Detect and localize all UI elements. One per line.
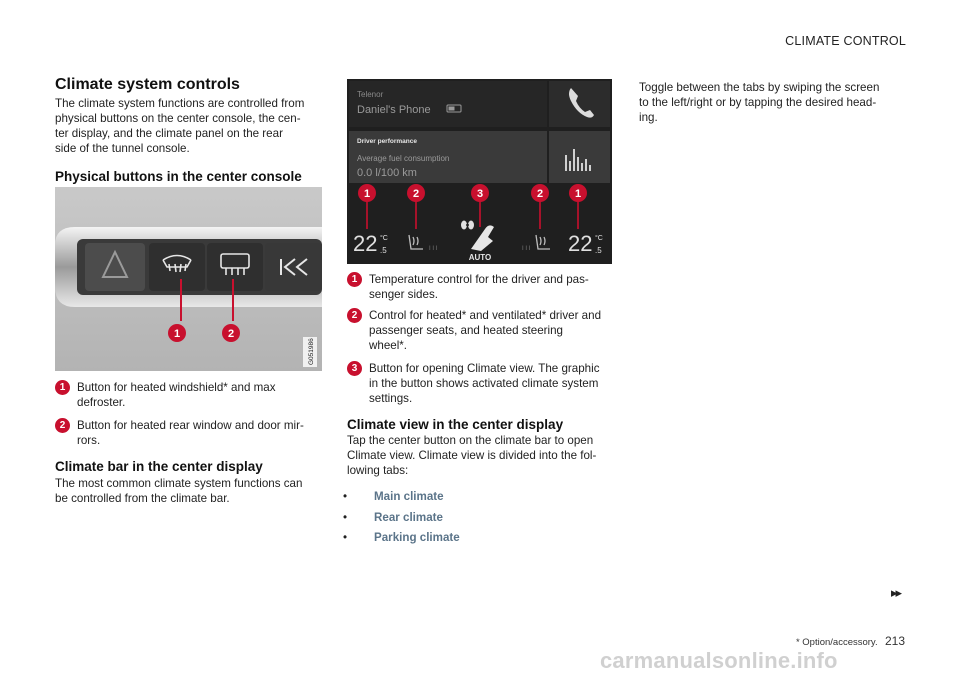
text-line: side of the tunnel console. bbox=[55, 142, 190, 155]
callout-number: 2 bbox=[536, 188, 544, 200]
callout-badge: 1 bbox=[55, 380, 70, 395]
temperature-unit: °C bbox=[380, 235, 388, 242]
fuel-value: 0.0 l/100 km bbox=[357, 167, 417, 179]
text-line: defroster. bbox=[77, 396, 126, 409]
text-line: physical buttons on the center console, the cen- bbox=[55, 112, 301, 125]
page-footer bbox=[796, 634, 905, 648]
tab-link-main-climate[interactable]: Main climate bbox=[374, 490, 444, 503]
callout-number: 1 bbox=[574, 188, 582, 200]
next-page-arrow-icon[interactable]: ▸▸ bbox=[890, 585, 900, 600]
footnote: * Option/accessory. bbox=[795, 637, 878, 648]
watermark: carmanualsonline.info bbox=[600, 648, 838, 673]
image-code: G051986 bbox=[308, 338, 315, 365]
tab-link-rear-climate[interactable]: Rear climate bbox=[374, 510, 443, 524]
text-line: The climate system functions are controlled from bbox=[55, 97, 305, 110]
right-column-paragraph bbox=[639, 80, 879, 125]
section-heading-climate-bar: Climate bar in the center display bbox=[55, 459, 263, 474]
list-item bbox=[339, 508, 460, 529]
callout-number: 1 bbox=[173, 328, 181, 340]
list-item bbox=[55, 380, 345, 410]
text-line: Temperature control for the driver and pas- bbox=[369, 273, 589, 286]
text-line: Climate view. Climate view is divided into the fol- bbox=[347, 449, 597, 462]
page-title: Climate system controls bbox=[55, 76, 240, 93]
text-line: senger sides. bbox=[369, 288, 438, 301]
callout-number: 1 bbox=[363, 188, 371, 200]
callout-number: 2 bbox=[227, 328, 235, 340]
section-heading-physical-buttons: Physical buttons in the center console bbox=[55, 169, 302, 184]
text-line: Toggle between the tabs by swiping the screen bbox=[639, 81, 880, 94]
callout-badge: 2 bbox=[55, 418, 70, 433]
level-indicator: I I I bbox=[522, 246, 531, 252]
center-display-image bbox=[347, 79, 612, 264]
text-line: Button for heated rear window and door mir- bbox=[77, 419, 304, 432]
temperature-unit: °C bbox=[595, 235, 603, 242]
climate-tabs-list bbox=[339, 487, 460, 549]
callout-badge: 2 bbox=[347, 308, 362, 323]
text-line: Tap the center button on the climate bar to open bbox=[347, 434, 594, 447]
list-item bbox=[347, 272, 637, 302]
list-item bbox=[339, 487, 460, 508]
text-line: Control for heated* and ventilated* driver and bbox=[369, 309, 602, 322]
text-line: to the left/right or by tapping the desired head- bbox=[639, 96, 877, 109]
carrier-label: Telenor bbox=[357, 90, 384, 99]
fuel-label: Average fuel consumption bbox=[357, 154, 450, 163]
callout-badge: 3 bbox=[347, 361, 362, 376]
bullet: • bbox=[343, 531, 348, 544]
text-line: rors. bbox=[77, 434, 101, 447]
text-line: be controlled from the climate bar. bbox=[55, 492, 230, 505]
driver-temperature: 22 bbox=[353, 231, 378, 256]
running-head: CLIMATE CONTROL bbox=[785, 34, 906, 48]
section-heading-climate-view: Climate view in the center display bbox=[347, 417, 564, 432]
text-line: passenger seats, and heated steering bbox=[369, 324, 564, 337]
list-item bbox=[347, 361, 637, 406]
text-line: in the button shows activated climate system bbox=[369, 377, 599, 390]
intro-paragraph bbox=[55, 96, 304, 156]
driver-performance-title: Driver performance bbox=[357, 138, 417, 145]
callout-badge: 1 bbox=[347, 272, 362, 287]
text-line: ing. bbox=[639, 111, 658, 124]
callout-number: 2 bbox=[412, 188, 420, 200]
text-line: settings. bbox=[369, 392, 413, 405]
text-line: ter display, and the climate panel on the rear bbox=[55, 127, 283, 140]
list-item bbox=[347, 308, 637, 353]
bullet: • bbox=[343, 510, 348, 524]
climate-view-paragraph bbox=[347, 433, 596, 478]
text-line: wheel*. bbox=[369, 339, 408, 352]
temperature-decimal: .5 bbox=[595, 246, 602, 255]
text-line: The most common climate system functions can bbox=[55, 477, 303, 490]
passenger-temperature: 22 bbox=[568, 231, 593, 256]
bullet: • bbox=[343, 490, 348, 503]
phone-name: Daniel's Phone bbox=[357, 104, 431, 116]
level-indicator: I I I bbox=[429, 246, 438, 252]
temperature-decimal: .5 bbox=[380, 246, 387, 255]
auto-label: AUTO bbox=[468, 253, 492, 262]
text-line: Button for opening Climate view. The graphic bbox=[369, 362, 600, 375]
center-console-buttons-image bbox=[55, 187, 322, 371]
tab-link-parking-climate[interactable]: Parking climate bbox=[374, 531, 460, 544]
climate-bar-paragraph bbox=[55, 476, 302, 506]
callout-number: 3 bbox=[476, 188, 484, 200]
page-number: 213 bbox=[884, 634, 905, 648]
text-line: Button for heated windshield* and max bbox=[77, 381, 276, 394]
list-item bbox=[339, 528, 460, 549]
text-line: lowing tabs: bbox=[347, 464, 409, 477]
list-item bbox=[55, 418, 345, 448]
